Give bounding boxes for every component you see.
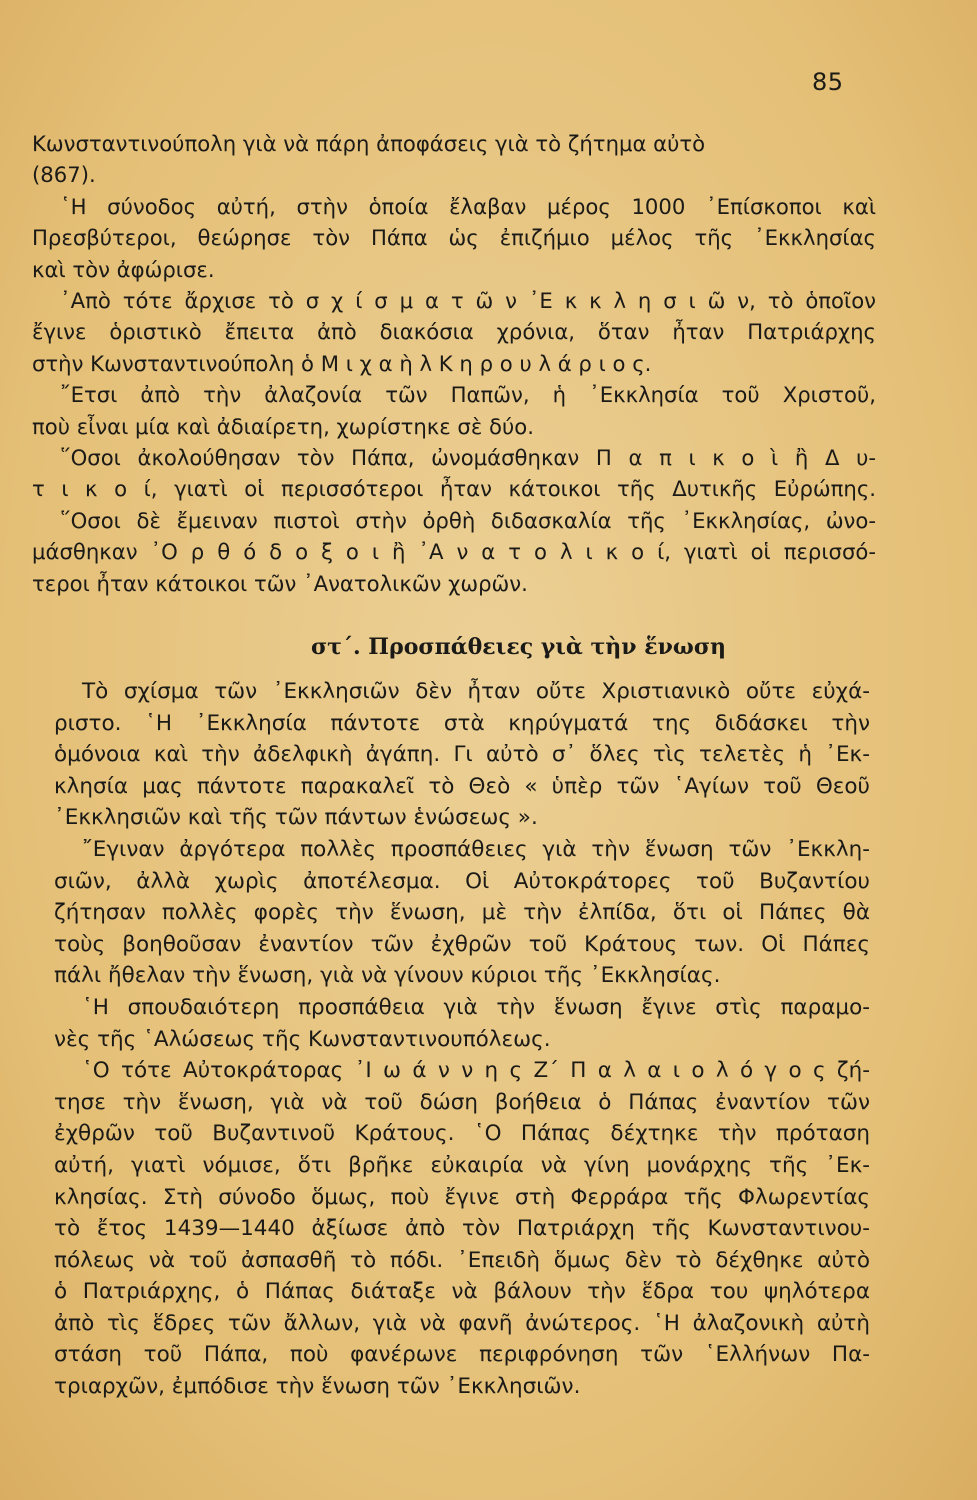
section-one-text (32, 128, 876, 599)
text-line: αὐτή, γιατὶ νόμισε, ὅτι βρῆκε εὐκαιρία νὰ γίνη μονάρχης τῆς ᾿Εκ- (54, 1152, 870, 1178)
text-line: κλησίας. Στὴ σύνοδο ὅμως, ποὺ ἔγινε στὴ Φερράρα τῆς Φλωρεντίας (54, 1184, 870, 1210)
text-line: ᾿Απὸ τότε ἄρχισε τὸ σ χ ί σ μ α τ ῶ ν ᾿Ε κ κ λ η σ ι ῶ ν, τὸ ὁποῖον (60, 288, 876, 314)
section-two-text (54, 676, 870, 1403)
text-line: ζήτησαν πολλὲς φορὲς τὴν ἕνωση, μὲ τὴν ἐλπίδα, ὅτι οἱ Πάπες θὰ (54, 900, 870, 926)
text-line: ἀπὸ τὶς ἕδρες τῶν ἄλλων, γιὰ νὰ φανῆ ἀνώτερος. ῾Η ἀλαζονικὴ αὐτὴ (54, 1310, 870, 1336)
text-line: ᾿Εκκλησιῶν καὶ τῆς τῶν πάντων ἑνώσεως ». (54, 805, 538, 831)
text-line: ῞Οσοι δὲ ἔμειναν πιστοὶ στὴν ὀρθὴ διδασκαλία τῆς ᾿Εκκλησίας, ὠνο- (60, 507, 876, 533)
text-line: τησε τὴν ἕνωση, γιὰ νὰ τοῦ δώση βοήθεια ὁ Πάπας ἐναντίον τῶν (54, 1089, 870, 1115)
text-line: καὶ τὸν ἀφώρισε. (32, 256, 215, 282)
text-line: ποὺ εἶναι μία καὶ ἀδιαίρετη, χωρίστηκε σὲ δύο. (32, 413, 534, 439)
text-line: ὁμόνοια καὶ τὴν ἀδελφικὴ ἀγάπη. Γι αὐτὸ σ᾿ ὅλες τὶς τελετὲς ἡ ᾿Εκ- (54, 742, 870, 768)
text-line: (867). (32, 162, 96, 188)
text-line: νὲς τῆς ῾Αλώσεως τῆς Κωνσταντινουπόλεως. (54, 1026, 551, 1052)
text-line: μάσθηκαν ᾿Ο ρ θ ό δ ο ξ ο ι ἢ ᾿Α ν α τ ο λ ι κ ο ί, γιατὶ οἱ περισσό- (32, 539, 876, 565)
text-line: ῎Ετσι ἀπὸ τὴν ἀλαζονία τῶν Παπῶν, ἡ ᾿Εκκλησία τοῦ Χριστοῦ, (60, 382, 876, 408)
text-line: σιῶν, ἀλλὰ χωρὶς ἀποτέλεσμα. Οἱ Αὐτοκράτορες τοῦ Βυζαντίου (54, 868, 870, 894)
text-line: τ ι κ ο ί, γιατὶ οἱ περισσότεροι ἦταν κάτοικοι τῆς Δυτικῆς Εὐρώπης. (32, 476, 876, 502)
text-line: τριαρχῶν, ἐμπόδισε τὴν ἕνωση τῶν ᾿Εκκλησιῶν. (54, 1374, 581, 1400)
text-line: τὸ ἔτος 1439—1440 ἀξίωσε ἀπὸ τὸν Πατριάρχη τῆς Κωνσταντινου- (54, 1216, 870, 1242)
section-heading: στ΄. Προσπάθειες γιὰ τὴν ἕνωση (310, 634, 727, 660)
text-line: ῎Εγιναν ἀργότερα πολλὲς προσπάθειες γιὰ τὴν ἕνωση τῶν ᾿Εκκλη- (82, 836, 870, 862)
text-line: ῞Οσοι ἀκολούθησαν τὸν Πάπα, ὠνομάσθηκαν Π α π ι κ ο ὶ ἢ Δ υ- (60, 445, 876, 471)
text-line: τοὺς βοηθοῦσαν ἐναντίον τῶν ἐχθρῶν τοῦ Κράτους των. Οἱ Πάπες (54, 931, 870, 957)
text-line: τεροι ἦταν κάτοικοι τῶν ᾿Ανατολικῶν χωρῶν. (32, 570, 528, 596)
text-line: Κωνσταντινούπολη γιὰ νὰ πάρη ἀποφάσεις γιὰ τὸ ζήτημα αὐτὸ (32, 131, 706, 156)
text-line: ὁ Πατριάρχης, ὁ Πάπας διάταξε νὰ βάλουν τὴν ἕδρα του ψηλότερα (54, 1279, 870, 1305)
page-number: 85 (812, 68, 844, 96)
text-line: Πρεσβύτεροι, θεώρησε τὸν Πάπα ὡς ἐπιζήμιο μέλος τῆς ᾿Εκκλησίας (32, 225, 876, 251)
text-line: ἔγινε ὁριστικὸ ἔπειτα ἀπὸ διακόσια χρόνια, ὅταν ἦταν Πατριάρχης (32, 319, 876, 345)
text-line: κλησία μας πάντοτε παρακαλεῖ τὸ Θεὸ « ὑπὲρ τῶν ῾Αγίων τοῦ Θεοῦ (54, 773, 870, 799)
text-line: στὴν Κωνσταντινούπολη ὁ Μ ι χ α ὴ λ Κ η ρ ο υ λ ά ρ ι ο ς. (32, 350, 652, 376)
text-line: πόλεως νὰ τοῦ ἀσπασθῆ τὸ πόδι. ᾿Επειδὴ ὅμως δὲν τὸ δέχθηκε αὐτὸ (54, 1247, 870, 1273)
text-line: ἐχθρῶν τοῦ Βυζαντινοῦ Κράτους. ῾Ο Πάπας δέχτηκε τὴν πρόταση (54, 1121, 870, 1147)
text-line: ῾Ο τότε Αὐτοκράτορας ᾿Ι ω ά ν ν η ς Ζ΄ Π α λ α ι ο λ ό γ ο ς ζή- (82, 1058, 870, 1084)
text-line: ῾Η σύνοδος αὐτή, στὴν ὁποία ἔλαβαν μέρος 1000 ᾿Επίσκοποι καὶ (60, 193, 876, 219)
text-line: ῾Η σπουδαιότερη προσπάθεια γιὰ τὴν ἕνωση ἔγινε στὶς παραμο- (82, 994, 870, 1020)
text-line: ριστο. ῾Η ᾿Εκκλησία πάντοτε στὰ κηρύγματά της διδάσκει τὴν (54, 710, 870, 736)
text-line: πάλι ἤθελαν τὴν ἕνωση, γιὰ νὰ γίνουν κύριοι τῆς ᾿Εκκλησίας. (54, 963, 721, 989)
text-line: Τὸ σχίσμα τῶν ᾿Εκκλησιῶν δὲν ἦταν οὔτε Χριστιανικὸ οὔτε εὐχά- (82, 679, 870, 704)
text-line: στάση τοῦ Πάπα, ποὺ φανέρωνε περιφρόνηση τῶν ῾Ελλήνων Πα- (54, 1342, 870, 1368)
